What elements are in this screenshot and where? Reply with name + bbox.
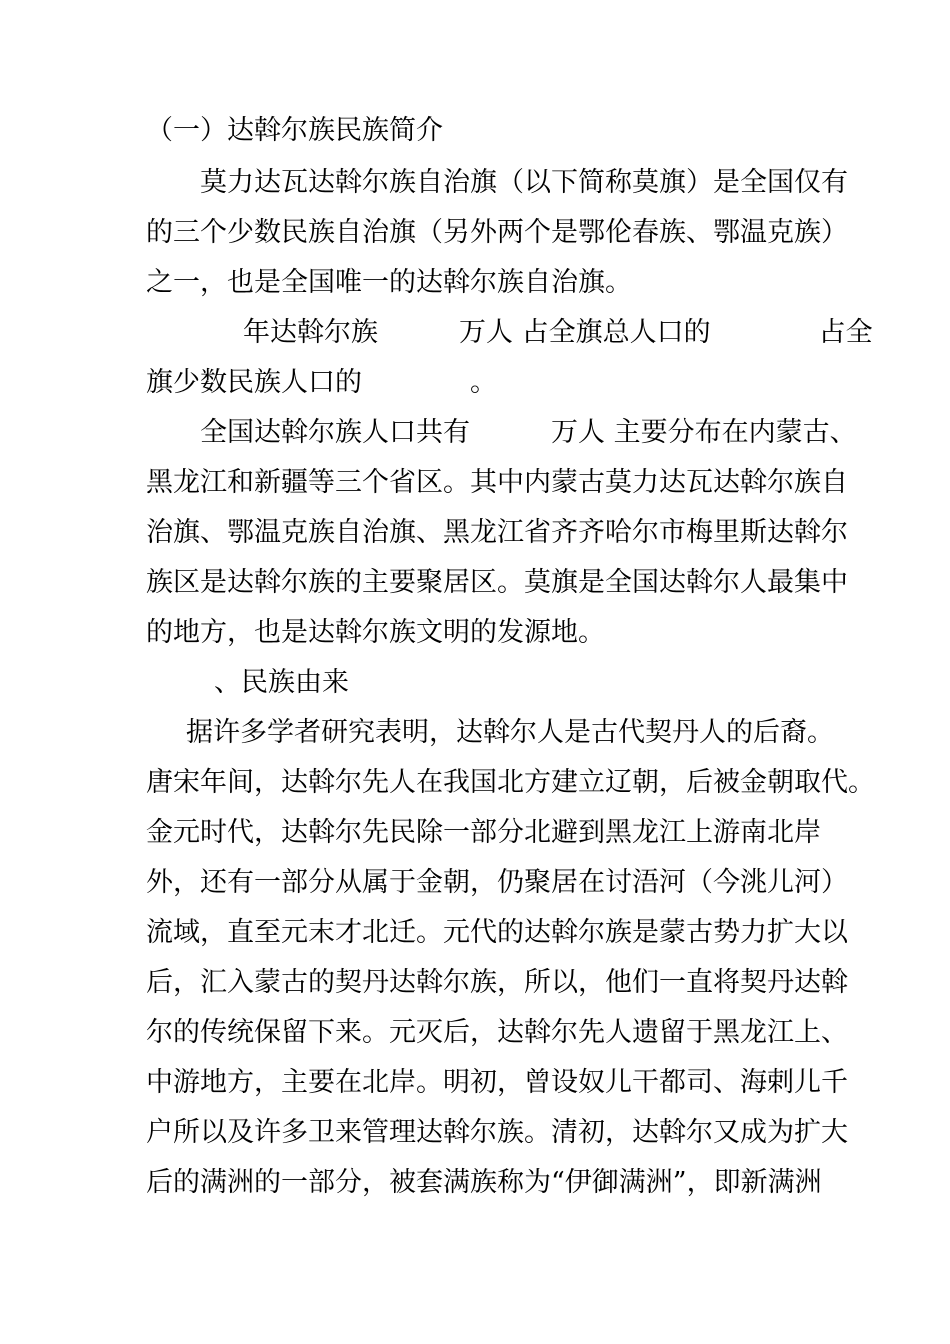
- paragraph-line: 外，还有一部分从属于金朝，仍聚居在讨浯河（今洮儿河）: [146, 867, 848, 898]
- paragraph-line: 金元时代，达斡尔先民除一部分北避到黑龙江上游南北岸: [146, 817, 821, 848]
- paragraph-line: 中游地方，主要在北岸。明初，曾设奴儿干都司、海剌儿千: [146, 1067, 848, 1098]
- paragraph-line: 的地方，也是达斡尔族文明的发源地。: [146, 617, 605, 648]
- section-heading: （一）达斡尔族民族简介: [146, 115, 443, 146]
- paragraph-line: 族区是达斡尔族的主要聚居区。莫旗是全国达斡尔人最集中: [146, 567, 848, 598]
- paragraph-line: 全国达斡尔族人口共有 万人 主要分布在内蒙古、: [200, 417, 857, 448]
- paragraph-line: 后的满洲的一部分，被套满族称为“伊御满洲”，即新满洲: [146, 1167, 822, 1198]
- paragraph-line: 之一，也是全国唯一的达斡尔族自治旗。: [146, 267, 632, 298]
- subsection-heading: 、民族由来: [214, 667, 349, 698]
- paragraph-line: 黑龙江和新疆等三个省区。其中内蒙古莫力达瓦达斡尔族自: [146, 467, 848, 498]
- paragraph-line: 据许多学者研究表明，达斡尔人是古代契丹人的后裔。: [186, 717, 834, 748]
- paragraph-line: 的三个少数民族自治旗（另外两个是鄂伦春族、鄂温克族）: [146, 217, 848, 248]
- paragraph-line: 户所以及许多卫来管理达斡尔族。清初，达斡尔又成为扩大: [146, 1117, 848, 1148]
- paragraph-line: 流域，直至元末才北迁。元代的达斡尔族是蒙古势力扩大以: [146, 917, 848, 948]
- paragraph-line: 莫力达瓦达斡尔族自治旗（以下简称莫旗）是全国仅有: [200, 167, 848, 198]
- paragraph-line: 治旗、鄂温克族自治旗、黑龙江省齐齐哈尔市梅里斯达斡尔: [146, 517, 848, 548]
- paragraph-line: 唐宋年间，达斡尔先人在我国北方建立辽朝，后被金朝取代。: [146, 767, 875, 798]
- paragraph-line: 年达斡尔族 万人 占全旗总人口的 占全: [243, 317, 873, 348]
- paragraph-line: 旗少数民族人口的 。: [146, 367, 497, 398]
- paragraph-line: 尔的传统保留下来。元灭后，达斡尔先人遗留于黑龙江上、: [146, 1017, 848, 1048]
- paragraph-line: 后，汇入蒙古的契丹达斡尔族，所以，他们一直将契丹达斡: [146, 967, 848, 998]
